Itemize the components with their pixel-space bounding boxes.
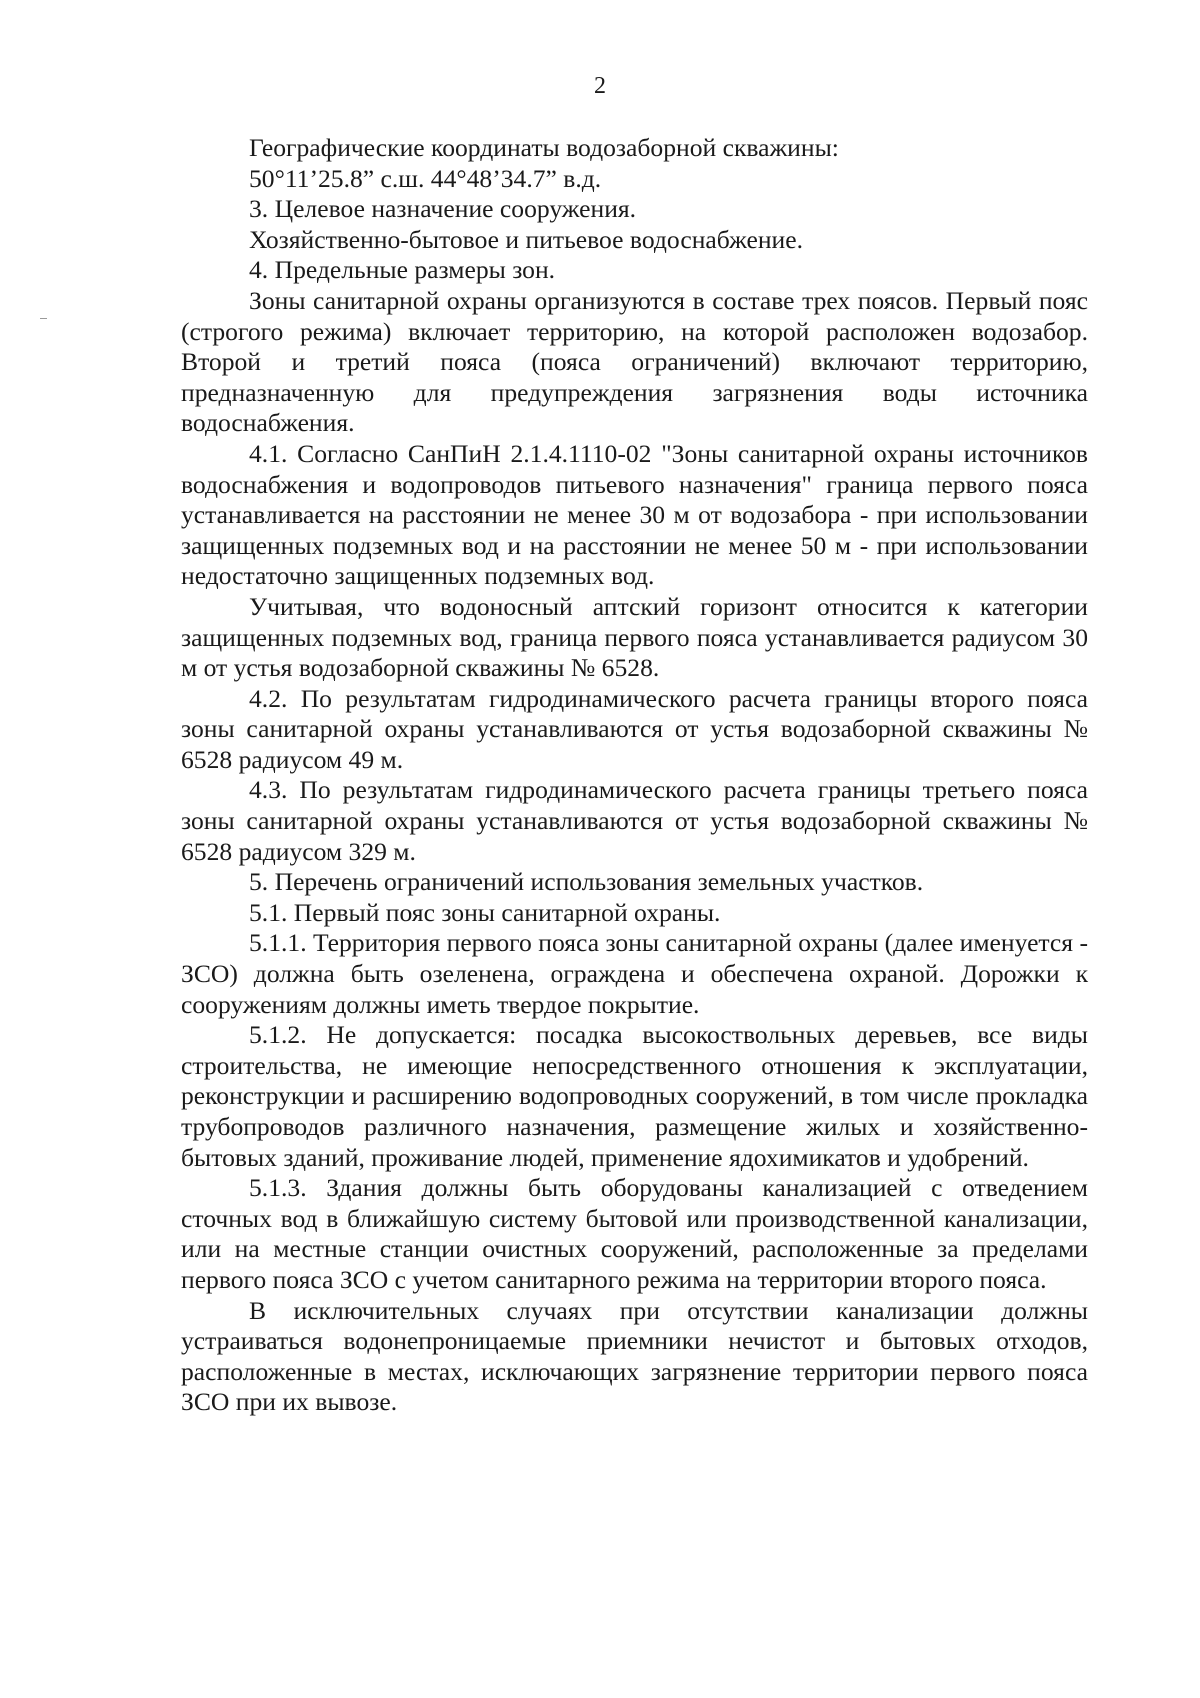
coordinates-value: 50°11’25.8” с.ш. 44°48’34.7” в.д. xyxy=(249,163,602,193)
section-3-heading: 3. Целевое назначение сооружения. xyxy=(249,194,637,224)
section-4-1-continuation: Учитывая, что водоносный аптский горизонт относится к категории защищенных подземных вод, граница первого пояса устанавливается радиусом 30 м от устья водозаборной скважины № 6528. xyxy=(181,591,1088,683)
section-5-heading: 5. Перечень ограничений использования земельных участков. xyxy=(249,867,924,897)
section-4-1-paragraph: 4.1. Согласно СанПиН 2.1.4.1110-02 "Зоны санитарной охраны источников водоснабжения и водопроводов питьевого назначения" граница первого пояса устанавливается на расстоянии не менее 30 м от водозабора - при использовании защищенных подземных вод и на расстоянии не менее 50 м - при использовании недостаточно защищенных подземных вод. xyxy=(181,438,1088,591)
coordinates-heading: Географические координаты водозаборной скважины: xyxy=(249,133,839,162)
section-4-heading: 4. Предельные размеры зон. xyxy=(249,255,556,285)
section-5-1-2-paragraph: 5.1.2. Не допускается: посадка высокоствольных деревьев, все виды строительства, не имеющие непосредственного отношения к эксплуатации, реконструкции и расширению водопроводных сооружений, в том числе прокладка трубопроводов различного назначения, размещение жилых и хозяйственно-бытовых зданий, проживание людей, применение ядохимикатов и удобрений. xyxy=(181,1020,1088,1172)
section-4-2-paragraph: 4.2. По результатам гидродинамического расчета границы второго пояса зоны санитарной охраны устанавливаются от устья водозаборной скважины № 6528 радиусом 49 м. xyxy=(181,683,1088,774)
page-number: 2 xyxy=(594,73,606,99)
section-4-3-paragraph: 4.3. По результатам гидродинамического расчета границы третьего пояса зоны санитарной охраны устанавливаются от устья водозаборной скважины № 6528 радиусом 329 м. xyxy=(181,775,1088,866)
section-5-1-3-paragraph: 5.1.3. Здания должны быть оборудованы канализацией с отведением сточных вод в ближайшую систему бытовой или производственной канализации, или на местные станции очистных сооружений, расположенные за пределами первого пояса ЗСО с учетом санитарного режима на территории второго пояса. xyxy=(181,1173,1088,1294)
scan-artifact-mark xyxy=(40,318,47,319)
section-5-1-3-continuation: В исключительных случаях при отсутствии канализации должны устраиваться водонепроницаемые приемники нечистот и бытовых отходов, расположенные в местах, исключающих загрязнение территории первого пояса ЗСО при их вывозе. xyxy=(181,1295,1088,1417)
section-5-1-1-paragraph: 5.1.1. Территория первого пояса зоны санитарной охраны (далее именуется - ЗСО) должна быть озеленена, ограждена и обеспечена охраной. Дорожки к сооружениям должны иметь твердое покрытие. xyxy=(181,928,1088,1019)
section-3-text: Хозяйственно-бытовое и питьевое водоснабжение. xyxy=(249,224,804,254)
section-5-1-heading: 5.1. Первый пояс зоны санитарной охраны. xyxy=(249,897,721,927)
document-body xyxy=(181,133,1088,1418)
section-4-paragraph: Зоны санитарной охраны организуются в составе трех поясов. Первый пояс (строгого режима) включает территорию, на которой расположен водозабор. Второй и третий пояса (пояса ограничений) включают территорию, предназначенную для предупреждения загрязнения воды источника водоснабжения. xyxy=(181,285,1088,438)
